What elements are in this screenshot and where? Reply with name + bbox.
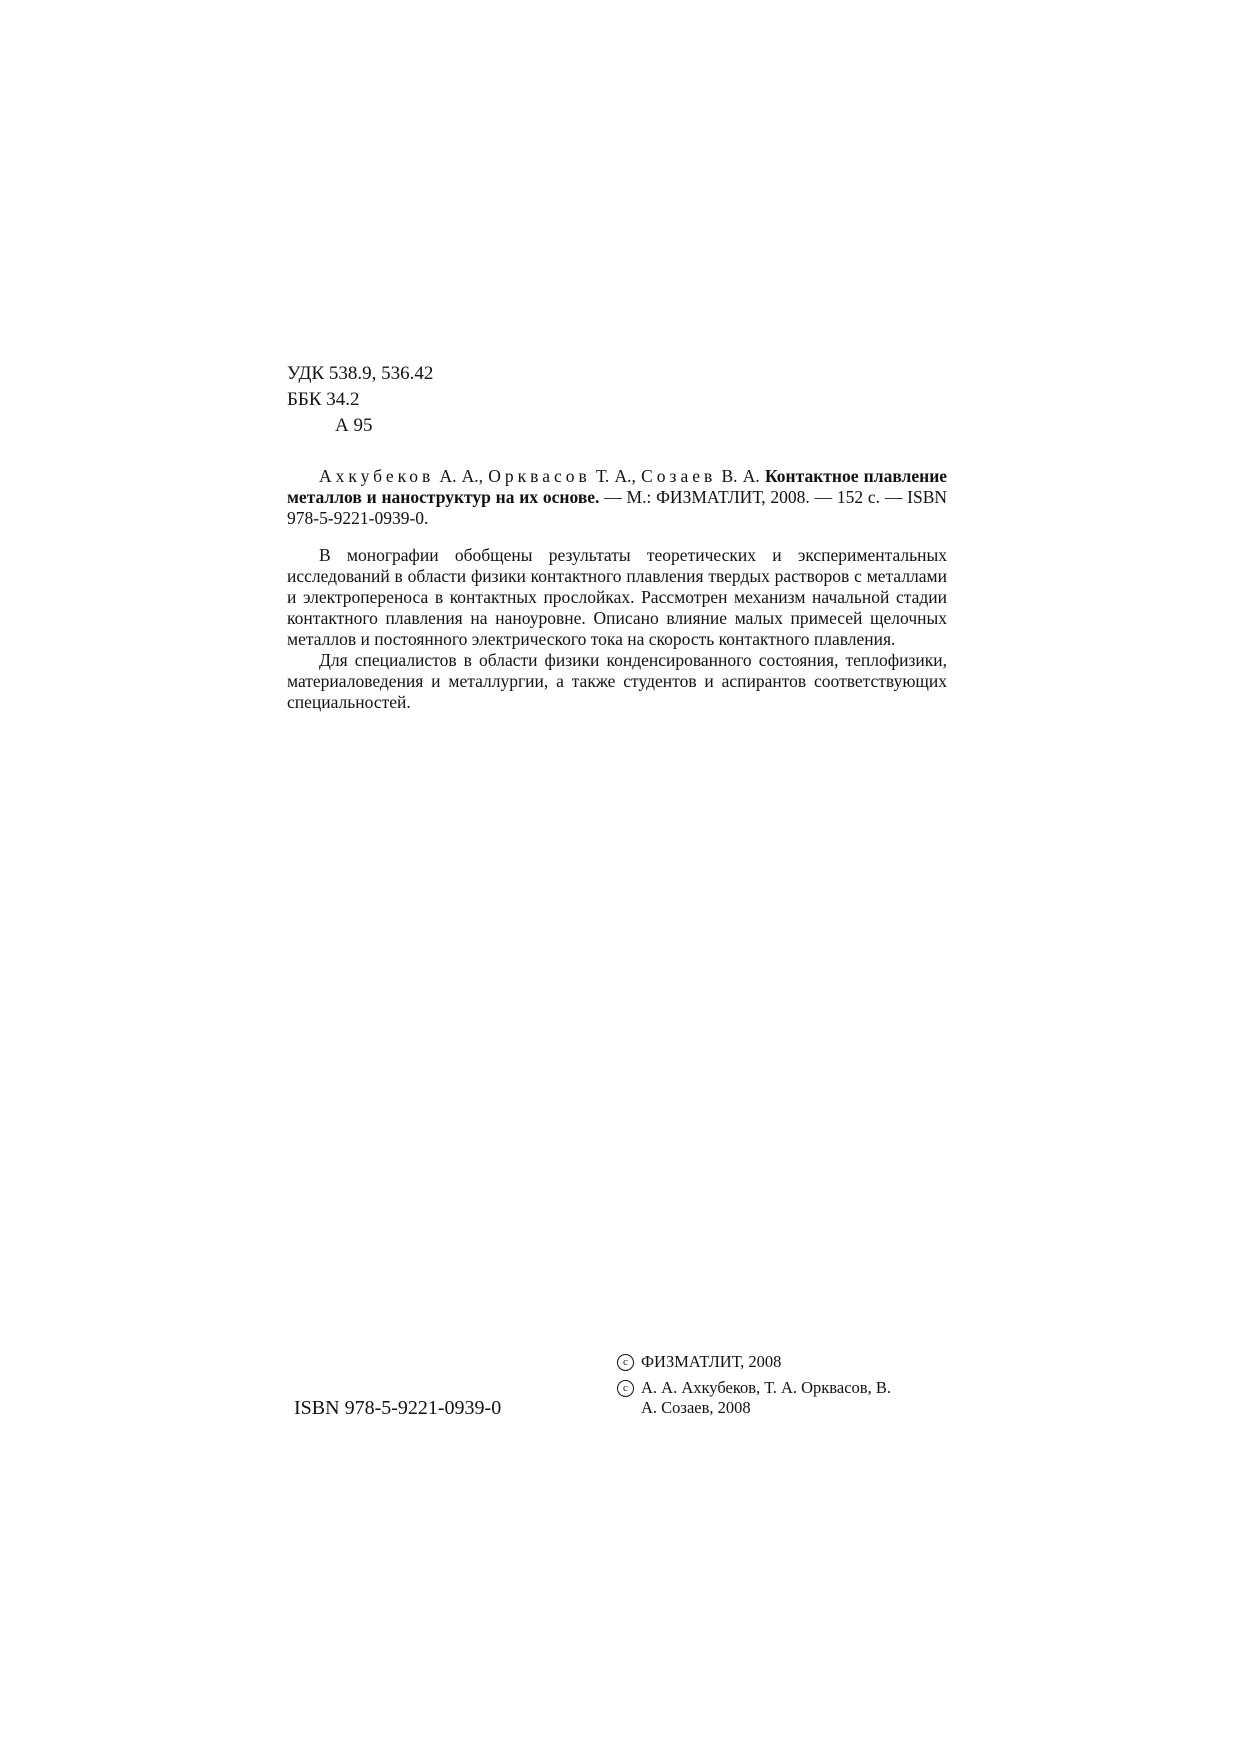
copyright-publisher: ФИЗМАТЛИТ, 2008 xyxy=(641,1352,782,1371)
author-initials: А. А., xyxy=(439,466,484,486)
classification-codes xyxy=(287,361,433,439)
author-initials: В. А. xyxy=(721,466,760,486)
audience-paragraph: Для специалистов в области физики конденсированного состояния, теплофизики, материаловедения и металлургии, а также студентов и аспирантов соответствующих специальностей. xyxy=(287,650,947,712)
udk-code: УДК 538.9, 536.42 xyxy=(287,363,434,384)
author-name: Орквасов xyxy=(488,466,591,486)
copyright-notice xyxy=(617,1352,911,1418)
author-name: Созаев xyxy=(641,466,717,486)
author-initials: Т. А., xyxy=(595,466,636,486)
author-name: Ахкубеков xyxy=(319,466,435,486)
book-title: Контактное плавление металлов и наноструктур на их основе. xyxy=(287,466,948,507)
imprint: — М.: ФИЗМАТЛИТ, 2008. — 152 с. — ISBN 978-5-9221-0939-0. xyxy=(287,487,948,528)
copyright-icon: c xyxy=(617,1380,634,1397)
copyright-icon: c xyxy=(617,1354,634,1371)
isbn: ISBN 978-5-9221-0939-0 xyxy=(294,1397,502,1419)
abstract xyxy=(287,545,947,713)
copyright-authors: А. А. Ахкубеков, Т. А. Орквасов, В. А. Созаев, 2008 xyxy=(641,1378,891,1417)
abstract-paragraph: В монографии обобщены результаты теоретических и экспериментальных исследований в области физики контактного плавления твердых растворов с металлами и электропереноса в контактных прослойках. Рассмотрен механизм начальной стадии контактного плавления на наноуровне. Описано влияние малых примесей щелочных металлов и постоянного электрического тока на скорость контактного плавления. xyxy=(287,545,947,649)
author-mark: А 95 xyxy=(335,415,373,436)
bibliographic-record xyxy=(287,466,947,529)
bbk-code: ББК 34.2 xyxy=(287,389,360,410)
